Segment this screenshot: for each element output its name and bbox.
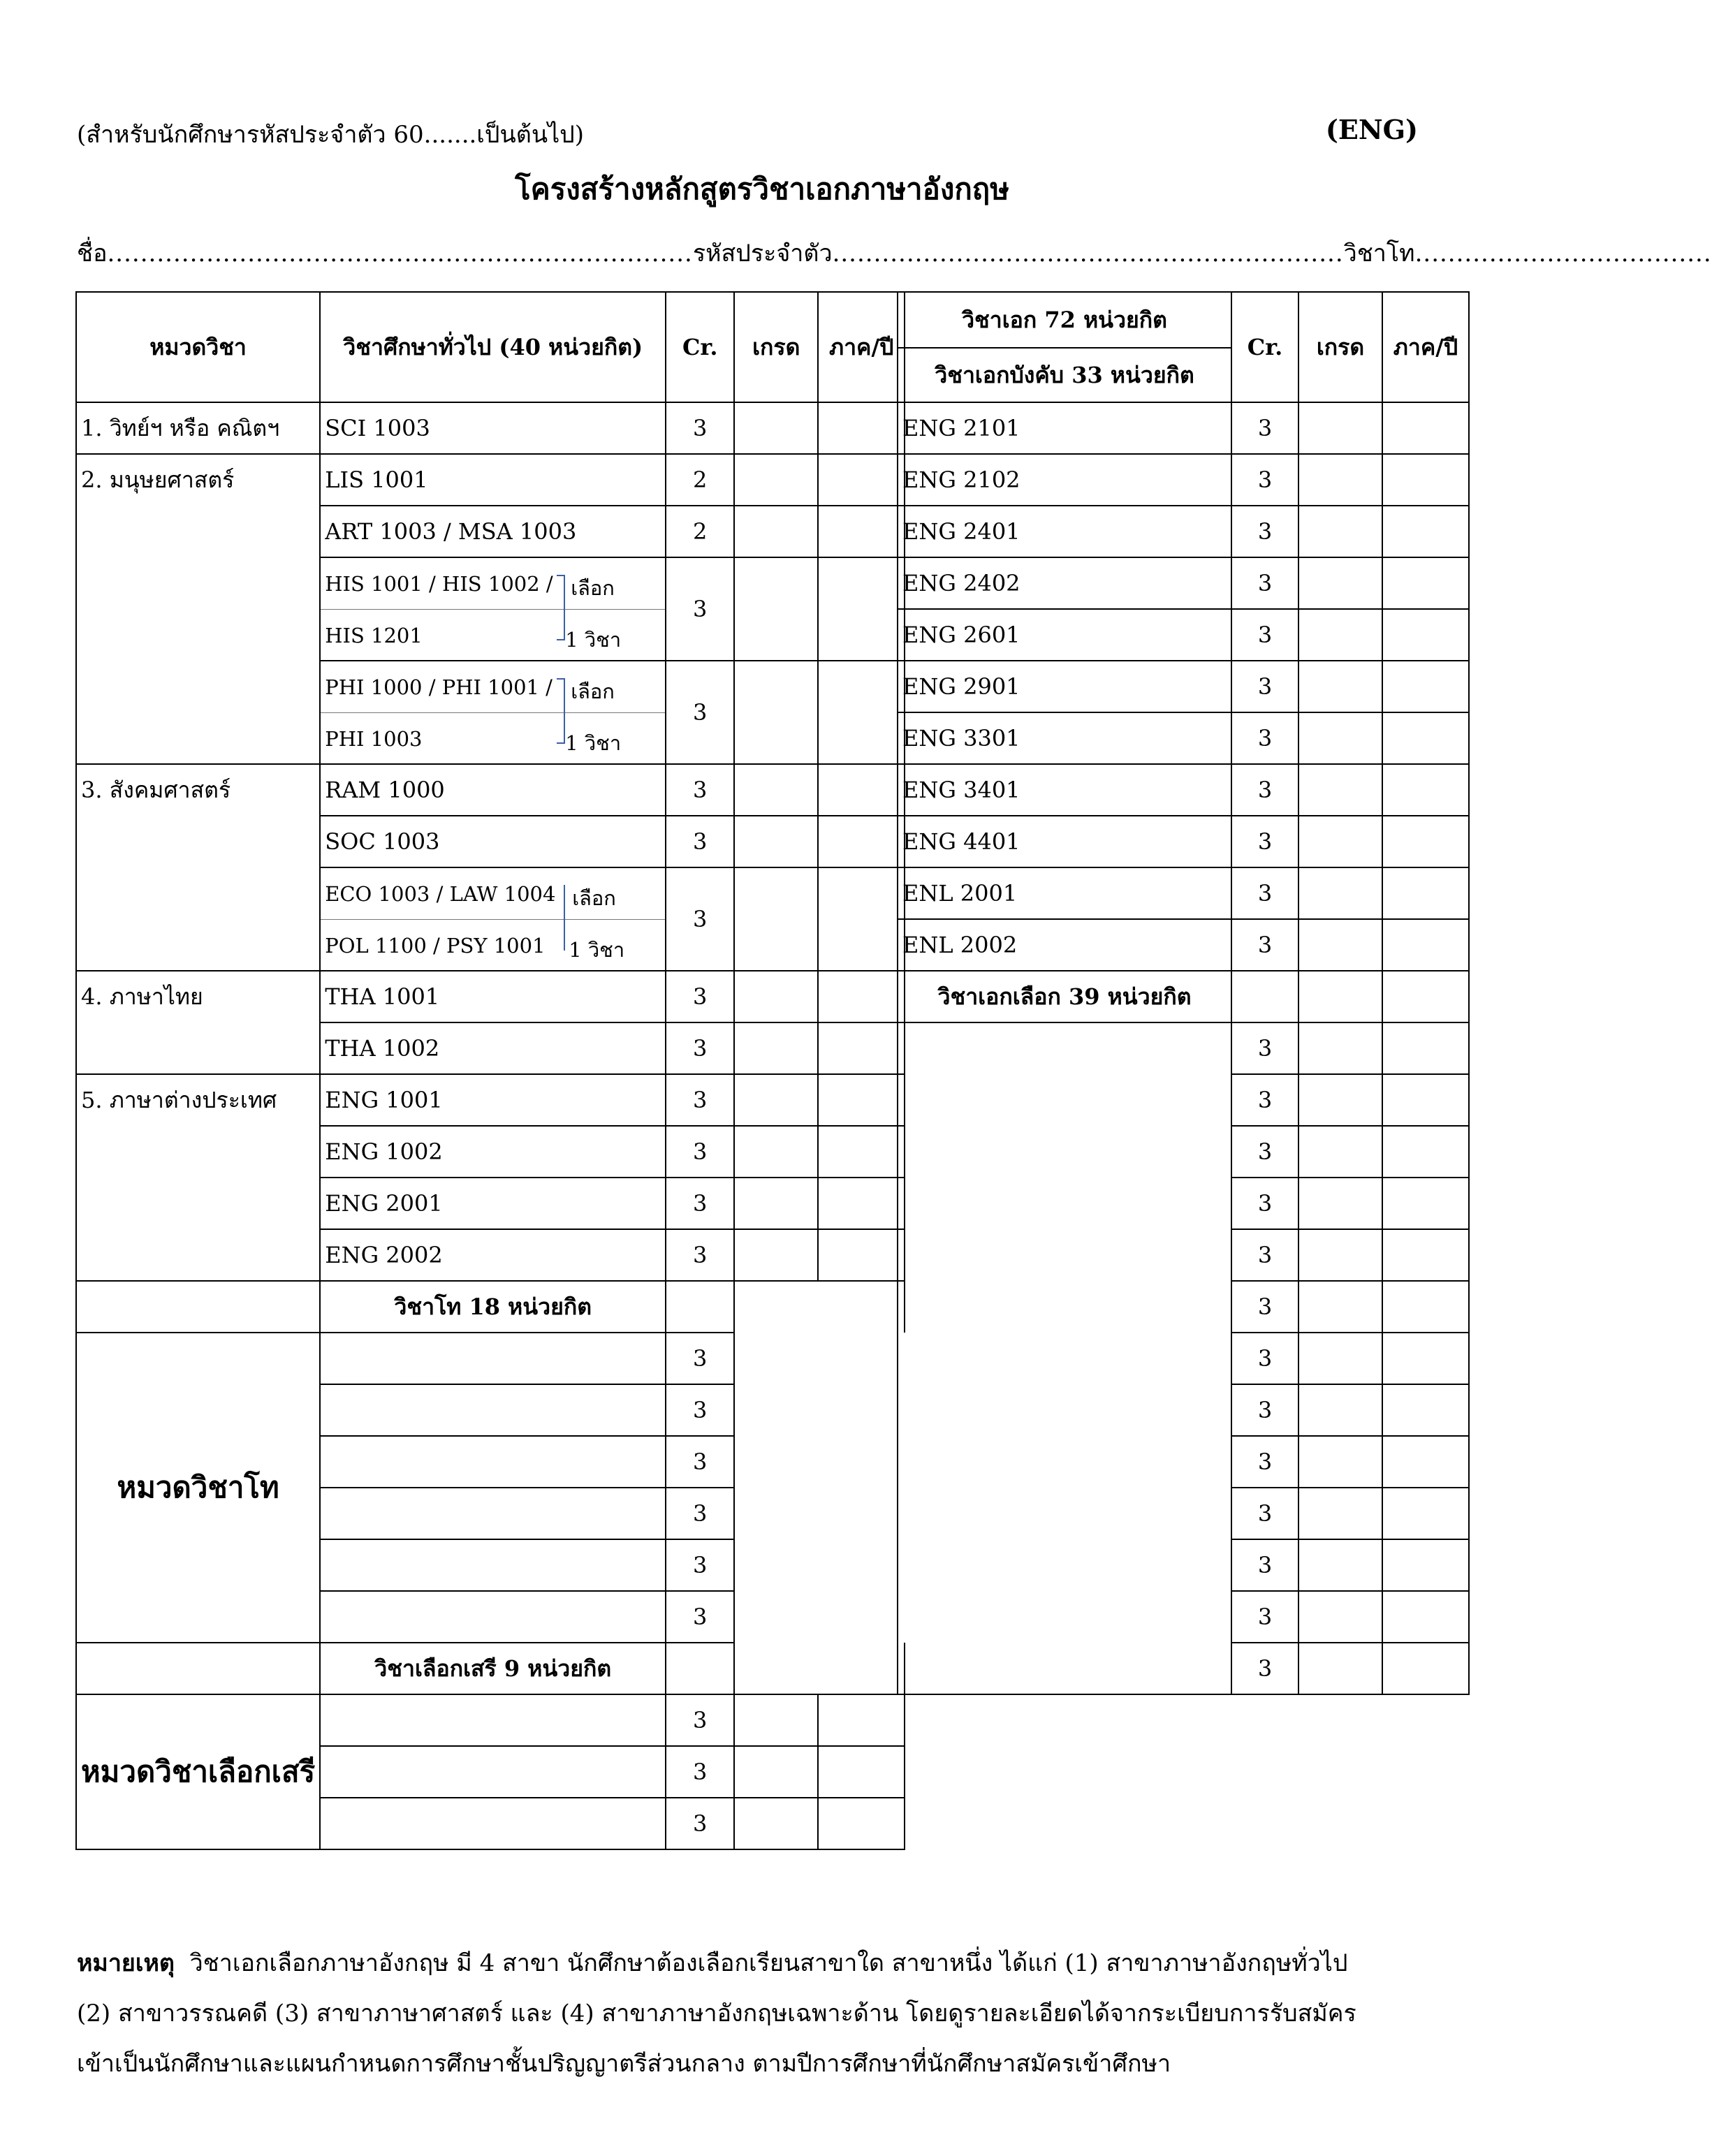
- table-row: [898, 1539, 1469, 1591]
- course-credit: 3: [666, 764, 734, 816]
- course-code: ENL 2001: [898, 867, 1231, 919]
- term-cell[interactable]: [1382, 919, 1469, 971]
- term-cell[interactable]: [1382, 609, 1469, 661]
- table-row: [76, 971, 905, 1022]
- grade-cell[interactable]: [1298, 1488, 1382, 1539]
- elective-course-cell[interactable]: [898, 1126, 1231, 1178]
- course-credit: 3: [1231, 1126, 1298, 1178]
- elective-course-cell[interactable]: [898, 1022, 1231, 1074]
- course-credit: 3: [1231, 764, 1298, 816]
- header-grade: เกรด: [1298, 292, 1382, 402]
- elective-course-cell[interactable]: [898, 1539, 1231, 1591]
- grade-cell[interactable]: [734, 867, 818, 971]
- course-credit: 3: [666, 557, 734, 661]
- grade-cell[interactable]: [1298, 1384, 1382, 1436]
- term-cell[interactable]: [818, 1746, 905, 1798]
- grade-cell[interactable]: [1298, 1022, 1382, 1074]
- course-code: THA 1002: [320, 1022, 666, 1074]
- grade-cell[interactable]: [1298, 1539, 1382, 1591]
- course-code: ENG 2001: [320, 1178, 666, 1229]
- course-credit: 2: [666, 506, 734, 557]
- course-code: ENG 2101: [898, 402, 1231, 454]
- term-cell[interactable]: [1382, 506, 1469, 557]
- grade-cell[interactable]: [1298, 1436, 1382, 1488]
- grade-cell[interactable]: [1298, 764, 1382, 816]
- elective-course-cell[interactable]: [898, 1178, 1231, 1229]
- course-code: ENG 2102: [898, 454, 1231, 506]
- grade-cell[interactable]: [1298, 661, 1382, 712]
- table-row: [76, 867, 905, 919]
- header-term: ภาค/ปี: [1382, 292, 1469, 402]
- course-code: LIS 1001: [320, 454, 666, 506]
- minor-field[interactable]: ....................................: [1414, 240, 1712, 267]
- choose-label: เลือก: [571, 680, 615, 703]
- category-science: 1. วิทย์ฯ หรือ คณิตฯ: [76, 402, 320, 454]
- course-credit: 3: [666, 661, 734, 764]
- header-credit: Cr.: [1231, 292, 1298, 402]
- course-credit: 3: [666, 971, 734, 1022]
- course-credit: 3: [666, 816, 734, 867]
- term-cell[interactable]: [818, 1229, 905, 1281]
- grade-cell[interactable]: [734, 1074, 818, 1126]
- one-subject-label: 1 วิชา: [565, 627, 622, 652]
- course-credit: 3: [1231, 919, 1298, 971]
- course-credit: 3: [666, 402, 734, 454]
- grade-cell[interactable]: [1298, 1643, 1382, 1694]
- grade-cell[interactable]: [734, 1694, 818, 1746]
- grade-cell[interactable]: [1298, 1281, 1382, 1333]
- grade-cell[interactable]: [1298, 557, 1382, 609]
- grade-cell[interactable]: [734, 1178, 818, 1229]
- term-cell[interactable]: [1382, 712, 1469, 764]
- course-code: ENG 3301: [898, 712, 1231, 764]
- course-credit: 3: [666, 1178, 734, 1229]
- grade-cell[interactable]: [1298, 454, 1382, 506]
- table-row: [898, 1229, 1469, 1281]
- course-credit: 3: [1231, 867, 1298, 919]
- grade-cell[interactable]: [1298, 919, 1382, 971]
- course-code: ART 1003 / MSA 1003: [320, 506, 666, 557]
- grade-cell[interactable]: [1298, 609, 1382, 661]
- term-cell[interactable]: [1382, 454, 1469, 506]
- minor-course-cell[interactable]: [320, 1488, 666, 1539]
- term-cell[interactable]: [818, 1798, 905, 1849]
- minor-course-cell[interactable]: [320, 1384, 666, 1436]
- grade-cell[interactable]: [734, 1746, 818, 1798]
- term-cell[interactable]: [1382, 1074, 1469, 1126]
- table-row: [898, 557, 1469, 609]
- course-credit: 3: [1231, 1229, 1298, 1281]
- program-code: (ENG): [1325, 114, 1418, 145]
- course-code: ENG 3401: [898, 764, 1231, 816]
- course-credit: 3: [1231, 1488, 1298, 1539]
- term-cell[interactable]: [1382, 402, 1469, 454]
- grade-cell[interactable]: [1298, 1333, 1382, 1384]
- table-row: [76, 402, 905, 454]
- table-row: [76, 454, 905, 506]
- choose-label: เลือก: [571, 576, 615, 600]
- header-category: หมวดวิชา: [76, 292, 320, 402]
- remark-line-2: (2) สาขาวรรณคดี (3) สาขาภาษาศาสตร์ และ (4) สาขาภาษาอังกฤษเฉพาะด้าน โดยดูรายละเอียดได้จากระเบียบการรับสมัคร: [77, 2000, 1356, 2027]
- term-cell[interactable]: [818, 1694, 905, 1746]
- major-table: [897, 291, 1470, 1695]
- grade-cell[interactable]: [734, 1798, 818, 1849]
- grade-cell[interactable]: [1298, 1229, 1382, 1281]
- grade-cell[interactable]: [1298, 867, 1382, 919]
- table-row: [898, 1333, 1469, 1384]
- course-code: ECO 1003 / LAW 1004: [325, 882, 556, 906]
- header-term: ภาค/ปี: [818, 292, 905, 402]
- category-foreign-language: 5. ภาษาต่างประเทศ: [76, 1074, 320, 1126]
- course-credit: 3: [666, 1333, 734, 1384]
- course-credit: 3: [666, 1539, 734, 1591]
- term-cell[interactable]: [1382, 1539, 1469, 1591]
- grade-cell[interactable]: [734, 402, 818, 454]
- free-elective-category: หมวดวิชาเลือกเสรี: [76, 1694, 320, 1849]
- course-credit: 3: [1231, 609, 1298, 661]
- course-code: HIS 1001 / HIS 1002 /: [325, 572, 553, 596]
- course-code: HIS 1201: [325, 623, 423, 647]
- table-row: [76, 1229, 905, 1281]
- term-cell[interactable]: [1382, 867, 1469, 919]
- table-row: [76, 1333, 905, 1384]
- one-subject-label: 1 วิชา: [569, 937, 625, 962]
- grade-cell[interactable]: [1298, 1591, 1382, 1643]
- course-code: PHI 1003: [325, 726, 423, 751]
- elective-course-cell[interactable]: [898, 1229, 1231, 1281]
- name-label: ชื่อ: [77, 240, 108, 267]
- elective-course-cell[interactable]: [898, 1333, 1231, 1384]
- course-code: ENG 4401: [898, 816, 1231, 867]
- elective-course-cell[interactable]: [898, 1436, 1231, 1488]
- page-title: โครงสร้างหลักสูตรวิชาเอกภาษาอังกฤษ: [515, 172, 1009, 206]
- name-field[interactable]: .......................................................................: [107, 240, 693, 267]
- grade-cell[interactable]: [734, 1229, 818, 1281]
- minor-course-cell[interactable]: [320, 1539, 666, 1591]
- course-credit: 3: [1231, 1178, 1298, 1229]
- table-row: [76, 1074, 905, 1126]
- table-row: [898, 971, 1469, 1022]
- term-cell[interactable]: [818, 506, 905, 557]
- table-row: [898, 506, 1469, 557]
- choice-course: [320, 867, 666, 919]
- grade-cell[interactable]: [734, 557, 818, 661]
- course-credit: 3: [1231, 1384, 1298, 1436]
- course-credit: 3: [1231, 1074, 1298, 1126]
- term-cell[interactable]: [1382, 661, 1469, 712]
- course-code: ENL 2002: [898, 919, 1231, 971]
- term-cell[interactable]: [818, 816, 905, 867]
- choice-course: [320, 609, 666, 661]
- grade-cell[interactable]: [1298, 1178, 1382, 1229]
- term-cell[interactable]: [818, 1178, 905, 1229]
- course-credit: 3: [1231, 816, 1298, 867]
- grade-cell[interactable]: [1298, 816, 1382, 867]
- course-credit: 3: [1231, 557, 1298, 609]
- table-row: [898, 1436, 1469, 1488]
- course-credit: 3: [666, 1074, 734, 1126]
- grade-cell[interactable]: [734, 1022, 818, 1074]
- elective-course-cell[interactable]: [898, 1488, 1231, 1539]
- course-code: POL 1100 / PSY 1001: [325, 933, 546, 958]
- table-row: [76, 816, 905, 867]
- table-row: [898, 1591, 1469, 1643]
- course-code: SCI 1003: [320, 402, 666, 454]
- course-code: ENG 2402: [898, 557, 1231, 609]
- term-cell[interactable]: [818, 402, 905, 454]
- course-credit: 3: [1231, 506, 1298, 557]
- course-code: PHI 1000 / PHI 1001 /: [325, 675, 553, 699]
- table-row: [898, 609, 1469, 661]
- grade-cell[interactable]: [1298, 1126, 1382, 1178]
- remark-line-1: [77, 1938, 1456, 1988]
- term-cell[interactable]: [1382, 1591, 1469, 1643]
- course-credit: 3: [666, 867, 734, 971]
- course-credit: 3: [1231, 1539, 1298, 1591]
- free-course-cell[interactable]: [320, 1746, 666, 1798]
- grade-cell[interactable]: [734, 764, 818, 816]
- course-credit: 3: [1231, 1333, 1298, 1384]
- table-row: [898, 1022, 1469, 1074]
- table-row: [898, 1281, 1469, 1333]
- minor-section-header: วิชาโท 18 หน่วยกิต: [320, 1281, 666, 1333]
- header-note: (สำหรับนักศึกษารหัสประจำตัว 60.......เป็นต้นไป): [77, 121, 585, 149]
- term-cell[interactable]: [1382, 1281, 1469, 1333]
- elective-course-cell[interactable]: [898, 1591, 1231, 1643]
- course-credit: 3: [666, 1229, 734, 1281]
- choice-course: [320, 919, 666, 971]
- category-social-sciences: 3. สังคมศาสตร์: [76, 764, 320, 816]
- table-row: [898, 1488, 1469, 1539]
- term-cell[interactable]: [818, 867, 905, 971]
- course-credit: 3: [666, 1591, 734, 1643]
- choice-course: [320, 661, 666, 712]
- course-code: ENG 2601: [898, 609, 1231, 661]
- category-humanities: 2. มนุษยศาสตร์: [76, 454, 320, 506]
- course-credit: 3: [666, 1694, 734, 1746]
- course-credit: 3: [1231, 661, 1298, 712]
- remark-label: หมายเหตุ: [77, 1949, 175, 1977]
- course-credit: 2: [666, 454, 734, 506]
- course-code: ENG 1002: [320, 1126, 666, 1178]
- minor-course-cell[interactable]: [320, 1436, 666, 1488]
- table-row: [76, 661, 905, 712]
- minor-course-cell[interactable]: [320, 1591, 666, 1643]
- course-credit: 3: [666, 1746, 734, 1798]
- course-credit: 3: [1231, 1643, 1298, 1694]
- term-cell[interactable]: [1382, 1333, 1469, 1384]
- table-row: [898, 1126, 1469, 1178]
- free-elective-section-header: วิชาเลือกเสรี 9 หน่วยกิต: [320, 1643, 666, 1694]
- table-row: [76, 1694, 905, 1746]
- term-cell[interactable]: [1382, 1178, 1469, 1229]
- header-major: วิชาเอก 72 หน่วยกิต: [898, 292, 1231, 348]
- grade-cell[interactable]: [734, 816, 818, 867]
- table-row: [898, 1178, 1469, 1229]
- table-row: [76, 764, 905, 816]
- grade-cell[interactable]: [1298, 402, 1382, 454]
- elective-course-cell[interactable]: [898, 1643, 1231, 1694]
- student-id-field[interactable]: ..............................................................: [832, 240, 1344, 267]
- grade-cell[interactable]: [734, 506, 818, 557]
- term-cell[interactable]: [818, 1022, 905, 1074]
- grade-cell[interactable]: [734, 971, 818, 1022]
- free-course-cell[interactable]: [320, 1694, 666, 1746]
- course-credit: 3: [666, 1022, 734, 1074]
- elective-course-cell[interactable]: [898, 1074, 1231, 1126]
- header-major-required: วิชาเอกบังคับ 33 หน่วยกิต: [898, 348, 1231, 402]
- course-credit: 3: [1231, 1022, 1298, 1074]
- course-credit: 3: [1231, 454, 1298, 506]
- course-code: ENG 1001: [320, 1074, 666, 1126]
- course-credit: 3: [666, 1126, 734, 1178]
- table-row: [76, 1281, 905, 1333]
- grade-cell[interactable]: [1298, 506, 1382, 557]
- choice-course: [320, 712, 666, 764]
- course-code: THA 1001: [320, 971, 666, 1022]
- term-cell[interactable]: [1382, 557, 1469, 609]
- term-cell[interactable]: [1382, 1488, 1469, 1539]
- table-row: [898, 402, 1469, 454]
- table-row: [898, 1643, 1469, 1694]
- table-row: [76, 1022, 905, 1074]
- term-cell[interactable]: [1382, 1126, 1469, 1178]
- term-cell[interactable]: [1382, 1436, 1469, 1488]
- header-general-education: วิชาศึกษาทั่วไป (40 หน่วยกิต): [320, 292, 666, 402]
- course-credit: 3: [1231, 712, 1298, 764]
- table-row: [76, 506, 905, 557]
- major-elective-header: วิชาเอกเลือก 39 หน่วยกิต: [898, 971, 1231, 1022]
- table-row: [76, 1178, 905, 1229]
- choice-course: [320, 557, 666, 609]
- term-cell[interactable]: [1382, 1022, 1469, 1074]
- course-code: SOC 1003: [320, 816, 666, 867]
- grade-cell[interactable]: [734, 454, 818, 506]
- term-cell[interactable]: [818, 1126, 905, 1178]
- course-credit: 3: [1231, 402, 1298, 454]
- remark-line-3: เข้าเป็นนักศึกษาและแผนกำหนดการศึกษาชั้นปริญญาตรีส่วนกลาง ตามปีการศึกษาที่นักศึกษาสมัครเข้าศึกษา: [77, 2050, 1171, 2078]
- table-row: [898, 764, 1469, 816]
- term-cell[interactable]: [818, 557, 905, 661]
- course-credit: 3: [666, 1384, 734, 1436]
- table-row: [76, 1126, 905, 1178]
- term-cell[interactable]: [1382, 1643, 1469, 1694]
- minor-course-cell[interactable]: [320, 1333, 666, 1384]
- course-credit: 3: [666, 1488, 734, 1539]
- term-cell[interactable]: [818, 661, 905, 764]
- term-cell[interactable]: [818, 1074, 905, 1126]
- table-row: [898, 661, 1469, 712]
- course-credit: 3: [1231, 1281, 1298, 1333]
- header-grade: เกรด: [734, 292, 818, 402]
- choose-label: เลือก: [572, 886, 616, 910]
- elective-course-cell[interactable]: [898, 1281, 1231, 1333]
- course-credit: 3: [1231, 1436, 1298, 1488]
- term-cell[interactable]: [1382, 1384, 1469, 1436]
- free-course-cell[interactable]: [320, 1798, 666, 1849]
- term-cell[interactable]: [1382, 816, 1469, 867]
- id-label: รหัสประจำตัว: [692, 240, 833, 267]
- term-cell[interactable]: [818, 764, 905, 816]
- course-credit: 3: [666, 1798, 734, 1849]
- term-cell[interactable]: [818, 971, 905, 1022]
- grade-cell[interactable]: [734, 661, 818, 764]
- course-code: ENG 2002: [320, 1229, 666, 1281]
- table-row: [898, 1384, 1469, 1436]
- student-info-line: [77, 234, 1712, 272]
- minor-label: วิชาโท: [1343, 240, 1415, 267]
- grade-cell[interactable]: [1298, 1074, 1382, 1126]
- course-code: RAM 1000: [320, 764, 666, 816]
- table-row: [898, 919, 1469, 971]
- category-thai: 4. ภาษาไทย: [76, 971, 320, 1022]
- table-row: [898, 712, 1469, 764]
- table-row: [898, 454, 1469, 506]
- course-credit: 3: [666, 1436, 734, 1488]
- one-subject-label: 1 วิชา: [565, 731, 622, 755]
- minor-category: หมวดวิชาโท: [76, 1333, 320, 1643]
- elective-course-cell[interactable]: [898, 1384, 1231, 1436]
- general-education-table: [75, 291, 905, 1850]
- grade-cell[interactable]: [1298, 712, 1382, 764]
- remark: [77, 1938, 1456, 2089]
- table-row: [898, 1074, 1469, 1126]
- table-row: [76, 1643, 905, 1694]
- course-credit: 3: [1231, 1591, 1298, 1643]
- table-row: [898, 816, 1469, 867]
- term-cell[interactable]: [1382, 764, 1469, 816]
- term-cell[interactable]: [818, 454, 905, 506]
- header-credit: Cr.: [666, 292, 734, 402]
- course-code: ENG 2901: [898, 661, 1231, 712]
- table-row: [76, 557, 905, 609]
- table-row: [898, 867, 1469, 919]
- course-code: ENG 2401: [898, 506, 1231, 557]
- term-cell[interactable]: [1382, 1229, 1469, 1281]
- remark-text: วิชาเอกเลือกภาษาอังกฤษ มี 4 สาขา นักศึกษาต้องเลือกเรียนสาขาใด สาขาหนึ่ง ได้แก่ (1) สาขาภาษาอังกฤษทั่วไป: [189, 1949, 1348, 1977]
- grade-cell[interactable]: [734, 1126, 818, 1178]
